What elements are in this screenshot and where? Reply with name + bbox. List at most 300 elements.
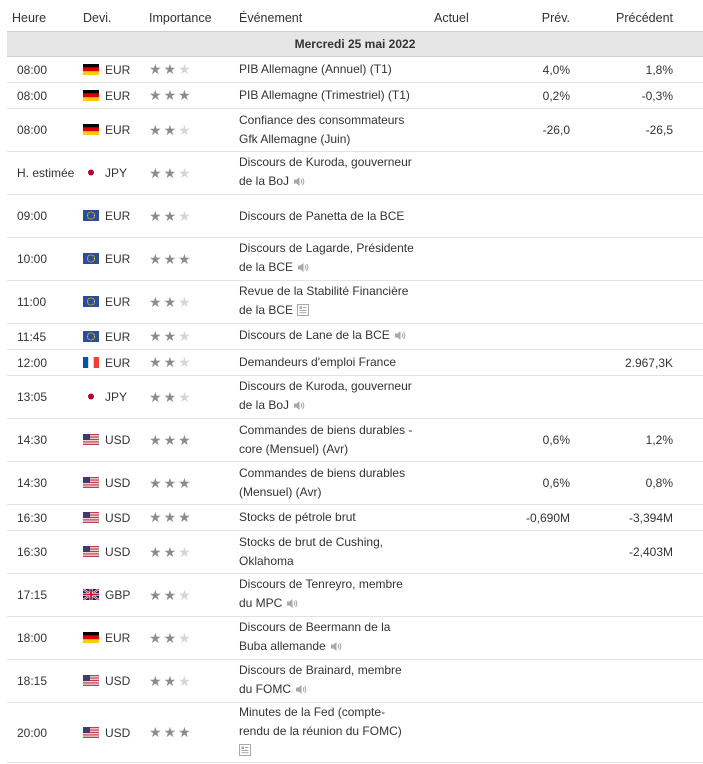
- star-empty-icon: ★: [178, 388, 193, 405]
- star-filled-icon: ★: [149, 724, 164, 740]
- event-currency: USD: [105, 674, 131, 688]
- table-row[interactable]: [7, 350, 703, 376]
- row-spacer: [673, 109, 703, 152]
- star-filled-icon: ★: [163, 87, 179, 103]
- importance-stars: [149, 703, 239, 763]
- event-actuel: [432, 350, 512, 376]
- row-spacer: [673, 419, 703, 462]
- star-filled-icon: ★: [163, 164, 179, 181]
- flag-eu-icon: [83, 253, 99, 264]
- speaker-icon: [295, 682, 308, 701]
- event-time: 10:00: [7, 238, 83, 281]
- date-label: Mercredi 25 mai 2022: [7, 32, 703, 57]
- event-currency-cell: [83, 419, 149, 462]
- event-currency: EUR: [105, 209, 131, 223]
- event-time: 16:30: [7, 505, 83, 531]
- row-spacer: [673, 238, 703, 281]
- row-spacer: [673, 462, 703, 505]
- event-currency-cell: [83, 703, 149, 763]
- star-filled-icon: ★: [163, 724, 179, 740]
- event-name-cell: [239, 238, 432, 281]
- row-spacer: [673, 660, 703, 703]
- table-row[interactable]: [7, 83, 703, 109]
- event-currency: JPY: [105, 166, 128, 180]
- star-filled-icon: ★: [163, 672, 179, 689]
- star-filled-icon: ★: [149, 61, 164, 77]
- event-actuel: [432, 531, 512, 574]
- star-filled-icon: ★: [149, 431, 164, 448]
- table-row[interactable]: [7, 574, 703, 617]
- star-filled-icon: ★: [163, 586, 179, 603]
- event-prev: [512, 238, 590, 281]
- event-name-cell: [239, 350, 432, 376]
- star-empty-icon: ★: [178, 293, 193, 310]
- row-spacer: [673, 350, 703, 376]
- importance-stars: [149, 376, 239, 419]
- star-filled-icon: ★: [163, 121, 179, 138]
- star-empty-icon: ★: [178, 164, 193, 181]
- header-heure[interactable]: Heure: [12, 11, 47, 25]
- event-time: 14:30: [7, 419, 83, 462]
- event-precedent: 2.967,3K: [590, 350, 673, 376]
- event-name[interactable]: de la BoJ: [239, 174, 290, 188]
- row-spacer: [673, 281, 703, 324]
- star-filled-icon: ★: [178, 431, 193, 448]
- event-time: 11:45: [7, 324, 83, 350]
- star-empty-icon: ★: [178, 121, 193, 138]
- table-row[interactable]: [7, 505, 703, 531]
- event-time: 08:00: [7, 57, 83, 83]
- event-name[interactable]: de la BCE: [239, 303, 294, 317]
- event-prev: [512, 376, 590, 419]
- event-time: 09:00: [7, 195, 83, 238]
- flag-us-icon: [83, 675, 99, 686]
- table-row[interactable]: [7, 419, 703, 462]
- table-row[interactable]: [7, 281, 703, 324]
- event-name[interactable]: Stocks de brut de Cushing,: [239, 535, 384, 549]
- header-precedent[interactable]: Précédent: [616, 11, 673, 25]
- event-currency: GBP: [105, 588, 131, 602]
- event-currency-cell: [83, 324, 149, 350]
- row-spacer: [673, 376, 703, 419]
- flag-eu-icon: [83, 331, 99, 342]
- event-actuel: [432, 238, 512, 281]
- table-row[interactable]: [7, 57, 703, 83]
- star-filled-icon: ★: [178, 250, 193, 267]
- flag-us-icon: [83, 477, 99, 488]
- star-empty-icon: ★: [178, 354, 193, 370]
- event-time: 08:00: [7, 83, 83, 109]
- star-filled-icon: ★: [163, 328, 179, 344]
- star-filled-icon: ★: [149, 509, 164, 525]
- event-name[interactable]: Discours de Tenreyro, membre: [239, 577, 403, 591]
- header-devise[interactable]: Devi.: [83, 11, 112, 25]
- event-actuel: [432, 324, 512, 350]
- event-actuel: [432, 57, 512, 83]
- event-currency: USD: [105, 725, 131, 740]
- star-filled-icon: ★: [178, 509, 193, 525]
- event-actuel: [432, 152, 512, 195]
- event-name-cell: [239, 505, 432, 531]
- header-row: [7, 5, 703, 32]
- event-name[interactable]: Discours de Kuroda, gouverneur: [239, 379, 412, 393]
- table-row[interactable]: [7, 238, 703, 281]
- event-currency-cell: [83, 350, 149, 376]
- event-name[interactable]: Discours de Beermann de la: [239, 620, 391, 634]
- table-row[interactable]: [7, 109, 703, 152]
- star-filled-icon: ★: [163, 61, 179, 77]
- event-name[interactable]: Discours de Brainard, membre: [239, 663, 402, 677]
- importance-stars: [149, 324, 239, 350]
- row-spacer: [673, 152, 703, 195]
- event-precedent: [590, 703, 673, 763]
- event-name-cell: [239, 531, 432, 574]
- flag-fr-icon: [83, 357, 99, 368]
- event-prev: 0,2%: [512, 83, 590, 109]
- event-precedent: -26,5: [590, 109, 673, 152]
- star-empty-icon: ★: [178, 629, 193, 646]
- event-prev: [512, 617, 590, 660]
- event-prev: [512, 281, 590, 324]
- star-filled-icon: ★: [149, 388, 164, 405]
- star-filled-icon: ★: [163, 431, 179, 448]
- event-currency: USD: [105, 545, 131, 559]
- flag-us-icon: [83, 512, 99, 523]
- event-prev: [512, 703, 590, 763]
- event-name[interactable]: Commandes de biens durables -: [239, 423, 413, 437]
- event-currency-cell: [83, 109, 149, 152]
- importance-stars: [149, 531, 239, 574]
- event-time: 16:30: [7, 531, 83, 574]
- event-prev: -0,690M: [512, 505, 590, 531]
- event-precedent: [590, 195, 673, 238]
- event-prev: [512, 531, 590, 574]
- event-prev: [512, 152, 590, 195]
- event-name[interactable]: PIB Allemagne (Annuel) (T1): [239, 62, 392, 76]
- header-actuel[interactable]: Actuel: [434, 11, 469, 25]
- economic-calendar: [7, 5, 673, 763]
- event-precedent: [590, 281, 673, 324]
- importance-stars: [149, 574, 239, 617]
- star-empty-icon: ★: [178, 328, 193, 344]
- flag-de-icon: [83, 124, 99, 135]
- event-prev: [512, 350, 590, 376]
- event-name[interactable]: Confiance des consommateurs: [239, 113, 405, 127]
- speaker-icon: [293, 398, 306, 417]
- row-spacer: [673, 505, 703, 531]
- star-filled-icon: ★: [163, 207, 179, 224]
- event-currency: EUR: [105, 295, 131, 309]
- event-currency-cell: [83, 57, 149, 83]
- star-empty-icon: ★: [178, 586, 193, 603]
- star-filled-icon: ★: [163, 388, 179, 405]
- star-filled-icon: ★: [178, 87, 193, 103]
- event-name[interactable]: Buba allemande: [239, 639, 326, 653]
- importance-stars: [149, 617, 239, 660]
- row-spacer: [673, 703, 703, 763]
- star-filled-icon: ★: [149, 207, 164, 224]
- event-time: 14:30: [7, 462, 83, 505]
- event-name[interactable]: Commandes de biens durables: [239, 466, 406, 480]
- table-row[interactable]: [7, 376, 703, 419]
- importance-stars: [149, 152, 239, 195]
- event-prev: 0,6%: [512, 462, 590, 505]
- event-name-cell: [239, 195, 432, 238]
- event-currency: USD: [105, 476, 131, 490]
- event-name-cell: [239, 617, 432, 660]
- row-spacer: [673, 324, 703, 350]
- event-actuel: [432, 703, 512, 763]
- flag-de-icon: [83, 64, 99, 75]
- star-filled-icon: ★: [149, 354, 164, 370]
- event-name[interactable]: (Mensuel) (Avr): [239, 485, 322, 499]
- event-name[interactable]: Revue de la Stabilité Financière: [239, 284, 409, 298]
- event-currency-cell: [83, 376, 149, 419]
- table-row[interactable]: [7, 660, 703, 703]
- star-filled-icon: ★: [149, 121, 164, 138]
- flag-us-icon: [83, 434, 99, 445]
- importance-stars: [149, 83, 239, 109]
- calendar-table: [7, 5, 703, 763]
- header-evenement[interactable]: Événement: [239, 11, 303, 25]
- event-name-cell: [239, 281, 432, 324]
- event-precedent: [590, 238, 673, 281]
- star-empty-icon: ★: [178, 672, 193, 689]
- importance-stars: [149, 281, 239, 324]
- event-currency-cell: [83, 281, 149, 324]
- star-filled-icon: ★: [149, 629, 164, 646]
- date-row: [7, 32, 703, 57]
- event-name[interactable]: de la BCE: [239, 260, 294, 274]
- event-prev: [512, 324, 590, 350]
- event-currency: EUR: [105, 62, 131, 77]
- event-currency: EUR: [105, 355, 131, 370]
- event-name-cell: [239, 152, 432, 195]
- event-currency-cell: [83, 505, 149, 531]
- flag-de-icon: [83, 632, 99, 643]
- event-currency: EUR: [105, 88, 131, 103]
- event-currency-cell: [83, 660, 149, 703]
- flag-jp-icon: [83, 391, 99, 402]
- event-prev: -26,0: [512, 109, 590, 152]
- importance-stars: [149, 462, 239, 505]
- star-filled-icon: ★: [178, 724, 193, 740]
- report-icon: [297, 303, 309, 322]
- speaker-icon: [297, 260, 310, 279]
- event-precedent: 1,8%: [590, 57, 673, 83]
- star-filled-icon: ★: [163, 293, 179, 310]
- event-currency-cell: [83, 462, 149, 505]
- flag-us-icon: [83, 727, 99, 738]
- flag-eu-icon: [83, 210, 99, 221]
- event-name-cell: [239, 324, 432, 350]
- event-actuel: [432, 281, 512, 324]
- event-name-cell: [239, 83, 432, 109]
- importance-stars: [149, 195, 239, 238]
- speaker-icon: [394, 328, 407, 347]
- event-time: 17:15: [7, 574, 83, 617]
- star-filled-icon: ★: [149, 543, 164, 560]
- event-currency: EUR: [105, 123, 131, 137]
- event-name[interactable]: Discours de Kuroda, gouverneur: [239, 155, 412, 169]
- event-name[interactable]: rendu de la réunion du FOMC): [239, 724, 402, 738]
- star-filled-icon: ★: [149, 87, 164, 103]
- row-spacer: [673, 617, 703, 660]
- row-spacer: [673, 531, 703, 574]
- importance-stars: [149, 109, 239, 152]
- star-filled-icon: ★: [163, 474, 179, 491]
- event-name-cell: [239, 109, 432, 152]
- star-filled-icon: ★: [163, 509, 179, 525]
- event-precedent: [590, 152, 673, 195]
- event-name-cell: [239, 660, 432, 703]
- event-currency-cell: [83, 195, 149, 238]
- star-filled-icon: ★: [149, 672, 164, 689]
- event-name[interactable]: Discours de Lagarde, Présidente: [239, 241, 414, 255]
- speaker-icon: [293, 174, 306, 193]
- event-currency-cell: [83, 574, 149, 617]
- flag-us-icon: [83, 546, 99, 557]
- star-empty-icon: ★: [178, 207, 193, 224]
- event-name[interactable]: Oklahoma: [239, 554, 294, 568]
- speaker-icon: [286, 596, 299, 615]
- event-name[interactable]: Discours de Lane de la BCE: [239, 328, 390, 342]
- event-actuel: [432, 660, 512, 703]
- event-name-cell: [239, 703, 432, 763]
- table-row[interactable]: [7, 462, 703, 505]
- table-row[interactable]: [7, 152, 703, 195]
- star-filled-icon: ★: [178, 474, 193, 491]
- event-name[interactable]: Stocks de pétrole brut: [239, 510, 356, 524]
- event-actuel: [432, 419, 512, 462]
- report-icon: [239, 743, 251, 762]
- star-empty-icon: ★: [178, 61, 193, 77]
- event-name[interactable]: PIB Allemagne (Trimestriel) (T1): [239, 88, 410, 102]
- event-prev: [512, 574, 590, 617]
- star-filled-icon: ★: [149, 293, 164, 310]
- event-name[interactable]: Discours de Panetta de la BCE: [239, 208, 405, 223]
- row-spacer: [673, 195, 703, 238]
- event-name[interactable]: Demandeurs d'emploi France: [239, 355, 397, 369]
- event-currency-cell: [83, 617, 149, 660]
- event-precedent: 0,8%: [590, 462, 673, 505]
- event-name[interactable]: du MPC: [239, 596, 283, 610]
- flag-eu-icon: [83, 296, 99, 307]
- star-filled-icon: ★: [163, 250, 179, 267]
- importance-stars: [149, 57, 239, 83]
- table-row[interactable]: [7, 531, 703, 574]
- star-filled-icon: ★: [149, 474, 164, 491]
- star-filled-icon: ★: [163, 543, 179, 560]
- table-row[interactable]: [7, 195, 703, 238]
- event-actuel: [432, 505, 512, 531]
- event-time: 13:05: [7, 376, 83, 419]
- event-prev: [512, 195, 590, 238]
- flag-jp-icon: [83, 167, 99, 178]
- event-name[interactable]: du FOMC: [239, 682, 292, 696]
- event-name-cell: [239, 574, 432, 617]
- event-precedent: [590, 324, 673, 350]
- event-actuel: [432, 617, 512, 660]
- event-currency: EUR: [105, 329, 131, 344]
- event-name[interactable]: Gfk Allemagne (Juin): [239, 132, 351, 146]
- row-spacer: [673, 574, 703, 617]
- event-time: 18:00: [7, 617, 83, 660]
- table-row[interactable]: [7, 617, 703, 660]
- flag-de-icon: [83, 90, 99, 101]
- event-prev: 4,0%: [512, 57, 590, 83]
- speaker-icon: [330, 639, 343, 658]
- importance-stars: [149, 505, 239, 531]
- event-currency: EUR: [105, 252, 131, 266]
- importance-stars: [149, 419, 239, 462]
- event-currency: USD: [105, 433, 131, 447]
- row-spacer: [673, 83, 703, 109]
- event-currency-cell: [83, 531, 149, 574]
- event-precedent: -0,3%: [590, 83, 673, 109]
- header-prev[interactable]: Prév.: [541, 11, 570, 25]
- event-time: 12:00: [7, 350, 83, 376]
- event-currency-cell: [83, 238, 149, 281]
- header-importance[interactable]: Importance: [149, 11, 212, 25]
- flag-gb-icon: [83, 589, 99, 600]
- importance-stars: [149, 660, 239, 703]
- event-precedent: [590, 617, 673, 660]
- table-row[interactable]: [7, 324, 703, 350]
- event-actuel: [432, 574, 512, 617]
- events-list: [7, 57, 703, 763]
- importance-stars: [149, 350, 239, 376]
- event-name-cell: [239, 376, 432, 419]
- event-time: 20:00: [7, 703, 83, 763]
- event-precedent: [590, 574, 673, 617]
- star-filled-icon: ★: [149, 586, 164, 603]
- event-actuel: [432, 109, 512, 152]
- event-actuel: [432, 195, 512, 238]
- event-currency-cell: [83, 83, 149, 109]
- event-currency: USD: [105, 510, 131, 525]
- event-precedent: 1,2%: [590, 419, 673, 462]
- star-filled-icon: ★: [163, 354, 179, 370]
- table-row[interactable]: [7, 703, 703, 763]
- event-currency-cell: [83, 152, 149, 195]
- event-prev: 0,6%: [512, 419, 590, 462]
- event-actuel: [432, 376, 512, 419]
- event-precedent: -3,394M: [590, 505, 673, 531]
- event-time: 11:00: [7, 281, 83, 324]
- event-currency: EUR: [105, 631, 131, 645]
- event-name-cell: [239, 462, 432, 505]
- event-name-cell: [239, 419, 432, 462]
- event-name[interactable]: Minutes de la Fed (compte-: [239, 705, 386, 719]
- event-time: 08:00: [7, 109, 83, 152]
- star-empty-icon: ★: [178, 543, 193, 560]
- star-filled-icon: ★: [149, 164, 164, 181]
- event-actuel: [432, 83, 512, 109]
- event-precedent: [590, 660, 673, 703]
- star-filled-icon: ★: [149, 250, 164, 267]
- event-time: 18:15: [7, 660, 83, 703]
- event-prev: [512, 660, 590, 703]
- event-precedent: [590, 376, 673, 419]
- importance-stars: [149, 238, 239, 281]
- star-filled-icon: ★: [163, 629, 179, 646]
- row-spacer: [673, 57, 703, 83]
- event-precedent: -2,403M: [590, 531, 673, 574]
- event-actuel: [432, 462, 512, 505]
- event-name[interactable]: de la BoJ: [239, 398, 290, 412]
- event-name[interactable]: core (Mensuel) (Avr): [239, 442, 349, 456]
